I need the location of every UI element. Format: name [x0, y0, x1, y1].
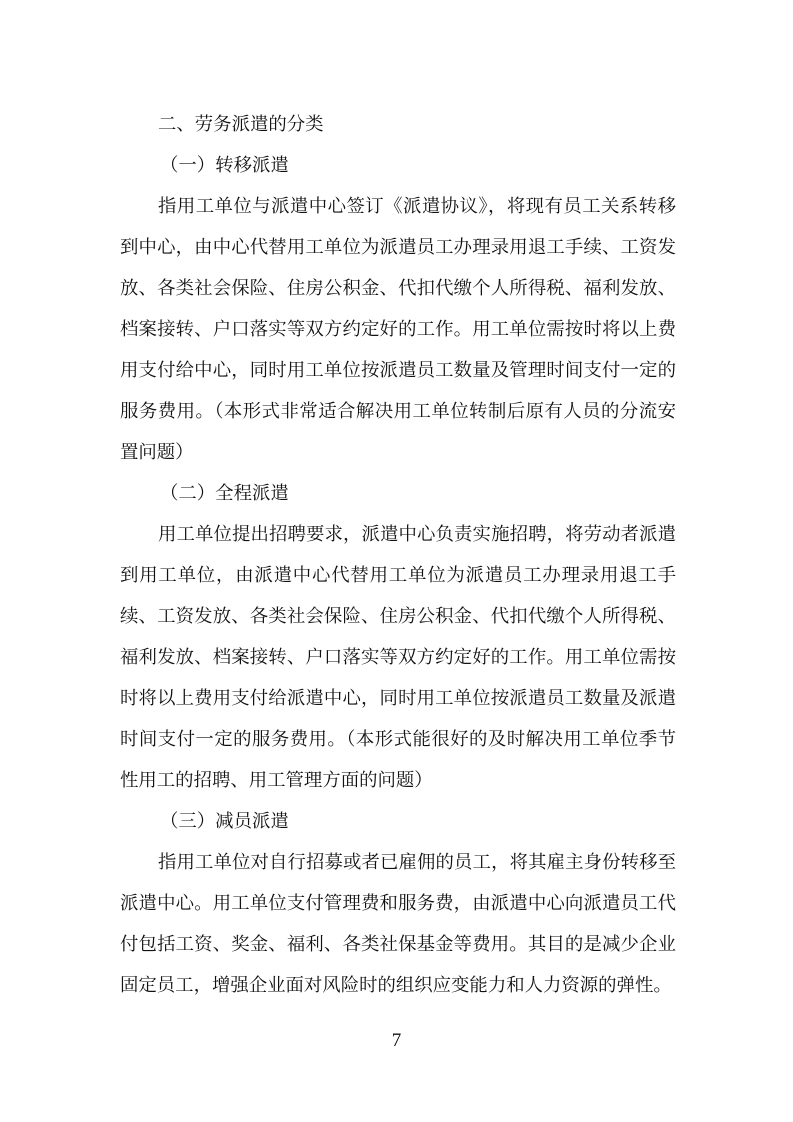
subsection-body-transfer: 指用工单位与派遣中心签订《派遣协议》，将现有员工关系转移到中心，由中心代替用工单位为派遣员工办理录用退工手续、工资发放、各类社会保险、住房公积金、代扣代缴个人所得税、福利发放、档案接转、户口落实等双方约定好的工作。用工单位需按时将以上费用支付给中心，同时用工单位按派遣员工数量及管理时间支付一定的服务费用。（本形式非常适合解决用工单位转制后原有人员的分流安置问题） [120, 196, 676, 463]
subsection-body-reduction: 指用工单位对自行招募或者已雇佣的员工，将其雇主身份转移至派遣中心。用工单位支付管理费和服务费，由派遣中心向派遣员工代付包括工资、奖金、福利、各类社保基金等费用。其目的是减少企业固定员工，增强企业面对风险时的组织应变能力和人力资源的弹性。 [120, 852, 676, 996]
subsection-title-full-process: （二）全程派遣 [160, 483, 289, 504]
subsection-title-reduction: （三）减员派遣 [160, 811, 289, 832]
page-content [120, 104, 676, 1006]
subsection-body-full-process: 用工单位提出招聘要求，派遣中心负责实施招聘，将劳动者派遣到用工单位，由派遣中心代替用工单位为派遣员工办理录用退工手续、工资发放、各类社会保险、住房公积金、代扣代缴个人所得税、福利发放、档案接转、户口落实等双方约定好的工作。用工单位需按时将以上费用支付给派遣中心，同时用工单位按派遣员工数量及派遣时间支付一定的服务费用。（本形式能很好的及时解决用工单位季节性用工的招聘、用工管理方面的问题） [120, 524, 676, 791]
subsection-title-transfer: （一）转移派遣 [160, 155, 289, 176]
section-heading: 二、劳务派遣的分类 [158, 114, 324, 135]
page-number: 7 [391, 1030, 402, 1051]
